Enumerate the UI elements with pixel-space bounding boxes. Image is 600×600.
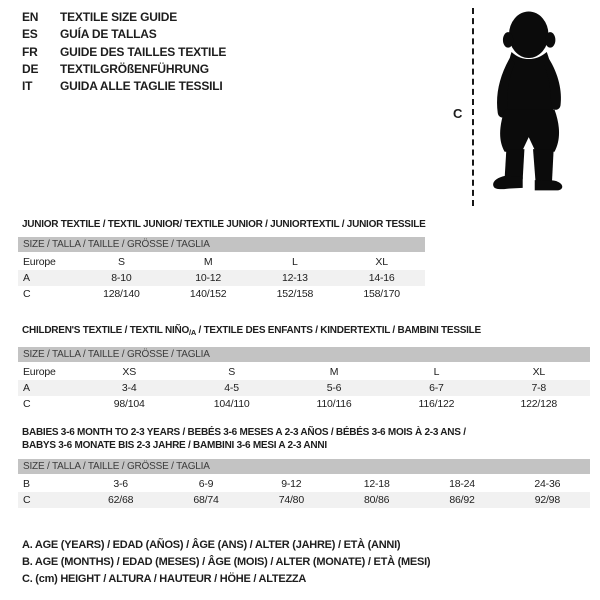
lang-code: ES — [22, 27, 38, 42]
footnote-b: B. AGE (MONTHS) / EDAD (MESES) / ÂGE (MOIS) / ALTER (MONATE) / ETÀ (MESI) — [22, 555, 431, 568]
size-cell: 110/116 — [316, 398, 352, 410]
lang-title: GUÍA DE TALLAS — [60, 27, 157, 42]
lang-row-de — [22, 61, 226, 78]
size-cell: 9-12 — [281, 478, 302, 490]
table-title — [18, 324, 590, 337]
toddler-silhouette-icon — [484, 8, 570, 206]
size-cell: S — [228, 366, 235, 378]
size-cell: 62/68 — [108, 494, 134, 506]
size-cell: 158/170 — [363, 288, 400, 300]
lang-title: TEXTILE SIZE GUIDE — [60, 10, 178, 24]
table-row — [18, 476, 590, 492]
size-cell: 6-9 — [198, 478, 214, 490]
height-measure-line — [472, 8, 474, 206]
height-measure-label: C — [453, 106, 463, 121]
size-cell: 104/110 — [213, 398, 250, 410]
size-cell: 98/104 — [113, 398, 145, 410]
lang-title: TEXTILGRÖßENFÜHRUNG — [60, 61, 209, 76]
row-label: Europe — [23, 366, 56, 378]
size-cell: L — [433, 366, 440, 378]
size-cell: XS — [122, 366, 136, 378]
lang-title: GUIDE DES TAILLES TEXTILE — [60, 44, 227, 59]
size-cell: M — [203, 256, 213, 268]
lang-row-en — [22, 9, 226, 26]
size-cell: 80/86 — [364, 494, 390, 506]
size-cell: 6-7 — [429, 382, 444, 394]
size-cell: 8-10 — [111, 272, 132, 284]
table-row — [18, 396, 590, 412]
size-cell: L — [292, 256, 298, 268]
table-row — [18, 254, 425, 270]
size-table-junior — [18, 218, 425, 302]
table-title-pre: CHILDREN'S TEXTILE / TEXTIL NIÑO — [22, 325, 189, 336]
row-label: B — [23, 478, 30, 490]
footnote-c: C. (cm) HEIGHT / ALTURA / HAUTEUR / HÖHE / ALTEZZA — [22, 572, 307, 585]
size-table-children — [18, 324, 590, 412]
table-row — [18, 380, 590, 396]
size-cell: 92/98 — [534, 494, 560, 506]
size-cell: 10-12 — [195, 272, 222, 284]
row-label: A — [23, 272, 30, 284]
size-cell: 24-36 — [534, 478, 561, 490]
size-cell: 74/80 — [278, 494, 304, 506]
size-header-bar: SIZE / TALLA / TAILLE / GRÖSSE / TAGLIA — [18, 237, 425, 252]
table-row — [18, 492, 590, 508]
lang-code: FR — [22, 44, 38, 59]
size-cell: XL — [532, 366, 546, 378]
size-cell: 152/158 — [276, 288, 314, 300]
size-table-babies — [18, 426, 590, 508]
size-cell: 12-13 — [281, 272, 308, 284]
row-label: C — [23, 494, 31, 506]
size-cell: 3-6 — [113, 478, 128, 490]
footnotes — [22, 537, 430, 587]
size-cell: 5-6 — [326, 382, 342, 394]
size-cell: 7-8 — [531, 382, 547, 394]
lang-row-it — [22, 78, 226, 95]
row-label: A — [23, 382, 30, 394]
size-header-bar: SIZE / TALLA / TAILLE / GRÖSSE / TAGLIA — [18, 459, 590, 474]
footnote-a: A. AGE (YEARS) / EDAD (AÑOS) / ÂGE (ANS) / ALTER (JAHRE) / ETÀ (ANNI) — [22, 539, 401, 551]
lang-code: EN — [22, 10, 39, 24]
size-cell: 86/92 — [449, 494, 475, 506]
lang-code: DE — [22, 61, 39, 76]
row-label: Europe — [23, 256, 56, 268]
size-header-bar: SIZE / TALLA / TAILLE / GRÖSSE / TAGLIA — [18, 347, 590, 362]
row-label: C — [23, 288, 31, 300]
size-cell: S — [117, 256, 125, 268]
table-row — [18, 270, 425, 286]
size-cell: 116/122 — [418, 398, 455, 410]
size-cell: M — [329, 366, 339, 378]
size-cell: 3-4 — [121, 382, 137, 394]
size-cell: 18-24 — [449, 478, 475, 490]
size-cell: 122/128 — [520, 398, 558, 410]
row-label: C — [23, 398, 31, 410]
size-cell: 12-18 — [363, 478, 390, 490]
table-title-sub: /A — [188, 328, 196, 337]
lang-row-fr — [22, 44, 226, 61]
size-cell: 14-16 — [368, 272, 395, 284]
language-header — [22, 9, 226, 95]
table-row — [18, 364, 590, 380]
lang-row-es — [22, 26, 226, 43]
table-row — [18, 286, 425, 302]
table-title: JUNIOR TEXTILE / TEXTIL JUNIOR/ TEXTILE JUNIOR / JUNIORTEXTIL / JUNIOR TESSILE — [22, 219, 426, 230]
lang-title: GUIDA ALLE TAGLIE TESSILI — [60, 79, 223, 94]
size-cell: 68/74 — [193, 494, 219, 506]
table-title-line1: BABIES 3-6 MONTH TO 2-3 YEARS / BEBÉS 3-6 MESES A 2-3 AÑOS / BÉBÉS 3-6 MOIS À 2-3 ANS / — [22, 427, 466, 438]
size-cell: XL — [375, 256, 388, 268]
size-cell: 4-5 — [224, 382, 239, 394]
table-title-post: / TEXTILE DES ENFANTS / KINDERTEXTIL / BAMBINI TESSILE — [195, 325, 481, 336]
size-cell: 140/152 — [189, 288, 227, 300]
table-title-line2: BABYS 3-6 MONATE BIS 2-3 JAHRE / BAMBINI 3-6 MESI A 2-3 ANNI — [22, 440, 327, 451]
lang-code: IT — [22, 79, 33, 94]
size-cell: 128/140 — [103, 288, 140, 300]
